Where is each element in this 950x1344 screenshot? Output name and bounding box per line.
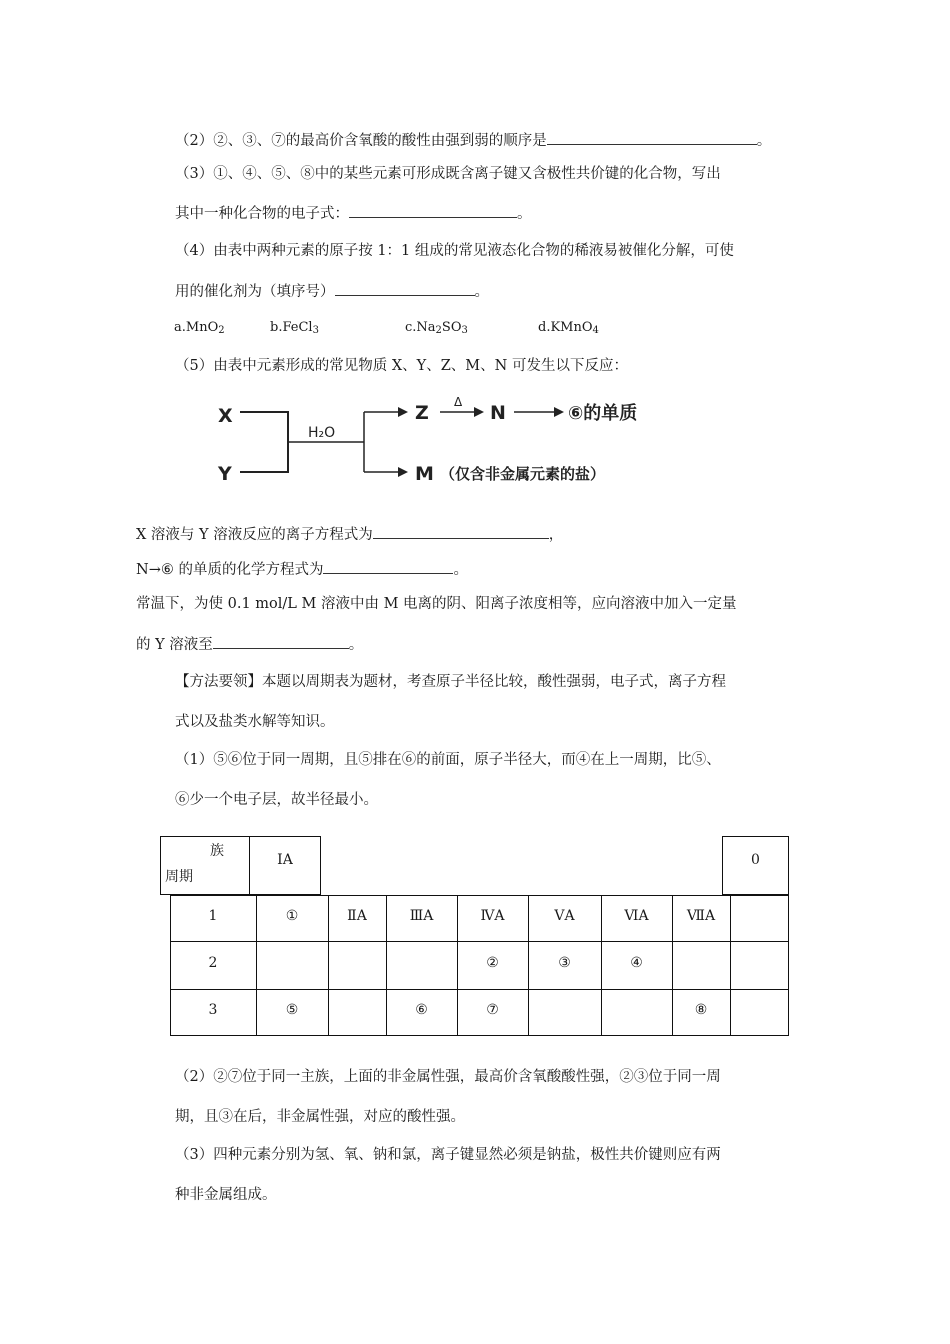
solution-2-line-2: 期，且③在后，非金属性强，对应的酸性强。 [175,1109,465,1125]
answer-blank [373,524,549,539]
table-cell [672,941,731,990]
question-5-a-text: X 溶液与 Y 溶液反应的离子方程式为 [136,527,373,543]
question-5-a-end: ， [548,527,564,543]
option-a: a.MnO$_2$ [174,320,225,336]
answer-blank [349,203,517,218]
question-4-line-2 [175,281,489,302]
heat-symbol: Δ [454,395,463,409]
element-marker: ④ [630,955,643,971]
answer-blank [335,281,475,296]
element-marker: ⑤ [285,1002,299,1018]
solution-3-line-1: （3）四种元素分别为氢、氧、钠和氯，离子键显然必须是钠盐，极性共价键则应有两 [175,1147,721,1163]
question-3-line-2 [175,203,532,224]
element-marker: ⑦ [486,1002,499,1018]
m-note: （仅含非金属元素的盐） [440,465,606,483]
reaction-diagram [212,392,672,492]
table-cell [256,941,329,990]
product-z: Z [415,402,429,424]
solution-2-line-1: （2）②⑦位于同一主族，上面的非金属性强，最高价含氧酸酸性强，②③位于同一周 [175,1069,721,1085]
group-1-label: ⅠA [277,852,293,868]
solution-3-line-2: 种非金属组成。 [175,1187,277,1203]
method-line-2: 式以及盐类水解等知识。 [175,714,335,730]
option-c: $c.Na_2SO_3$ [405,320,468,336]
question-2 [175,130,771,151]
group-0-label: 0 [751,852,760,868]
question-5: （5）由表中元素形成的常见物质 X、Y、Z、M、N 可发生以下反应： [175,358,628,374]
group-header-label: ⅤA [554,908,575,924]
question-3-end: 。 [517,206,532,222]
question-5-b-text: N→⑥ 的单质的化学方程式为 [136,562,324,578]
option-b: b.FeCl$_3$ [270,320,319,336]
periodic-table [160,836,790,1040]
reagent-x: X [218,405,233,427]
table-cell [730,895,789,942]
question-3-line-1: （3）①、④、⑤、⑧中的某些元素可形成既含离子键又含极性共价键的化合物，写出 [175,166,721,182]
period-label: 1 [208,908,218,924]
answer-blank [547,130,757,145]
bracket-line [240,412,288,472]
answer-blank [323,559,453,574]
question-4-end: 。 [474,284,489,300]
question-5-c-text: 的 Y 溶液至 [136,637,213,653]
question-5-c-line-1: 常温下，为使 0.1 mol/L M 溶液中由 M 电离的阴、阳离子浓度相等，应向溶液中加入一定量 [136,596,737,612]
question-4-text: 用的催化剂为（填序号） [175,284,335,300]
solution-1-line-1: （1）⑤⑥位于同一周期，且⑤排在⑥的前面，原子半径大，而④在上一周期，比⑤、 [175,752,721,768]
group-header-label: ⅦA [686,908,716,924]
water-label: H₂O [308,425,336,441]
method-line-1: 【方法要领】本题以周期表为题材，考查原子半径比较，酸性强弱，电子式，离子方程 [175,674,726,690]
option-d: d.KMnO$_4$ [538,320,599,336]
answer-blank [213,634,349,649]
question-5-b-end: 。 [453,562,468,578]
question-5-c-end: 。 [348,637,364,653]
group-header-label: ⅥA [624,908,649,924]
corner-period-label: 周期 [165,869,193,885]
element-marker: ① [285,908,299,924]
question-4-line-1: （4）由表中两种元素的原子按 1：1 组成的常见液态化合物的稀液易被催化分解，可使 [175,243,734,259]
table-cell [328,941,387,990]
table-cell [730,941,789,990]
group-header-label: ⅢA [409,908,434,924]
element-marker: ② [486,955,499,971]
question-3-text: 其中一种化合物的电子式： [175,206,349,222]
arrowhead-icon [554,407,564,417]
product-n: N [490,402,506,424]
question-5-b [136,559,468,580]
period-label: 2 [208,955,218,971]
table-cell [528,989,602,1036]
table-cell [386,941,458,990]
table-cell [601,989,673,1036]
question-2-end: 。 [756,133,772,149]
period-label: 3 [208,1002,218,1018]
group-header-label: ⅡA [347,908,367,924]
arrowhead-icon [398,407,408,417]
question-2-text: （2）②、③、⑦的最高价含氧酸的酸性由强到弱的顺序是 [175,133,547,149]
corner-group-label: 族 [210,843,224,859]
product-m: M [415,463,434,485]
element-marker: ⑥ [415,1002,428,1018]
arrowhead-icon [398,467,408,477]
reagent-y: Y [218,463,232,485]
table-cell [328,989,387,1036]
table-cell [730,989,789,1036]
question-5-a [136,524,563,545]
arrowhead-icon [474,407,484,417]
solution-1-line-2: ⑥少一个电子层，故半径最小。 [175,792,378,808]
element-6-product: ⑥的单质 [568,403,638,424]
group-header-label: ⅣA [480,908,505,924]
question-5-c-line-2 [136,634,363,655]
element-marker: ⑧ [694,1002,708,1018]
element-marker: ③ [558,955,571,971]
